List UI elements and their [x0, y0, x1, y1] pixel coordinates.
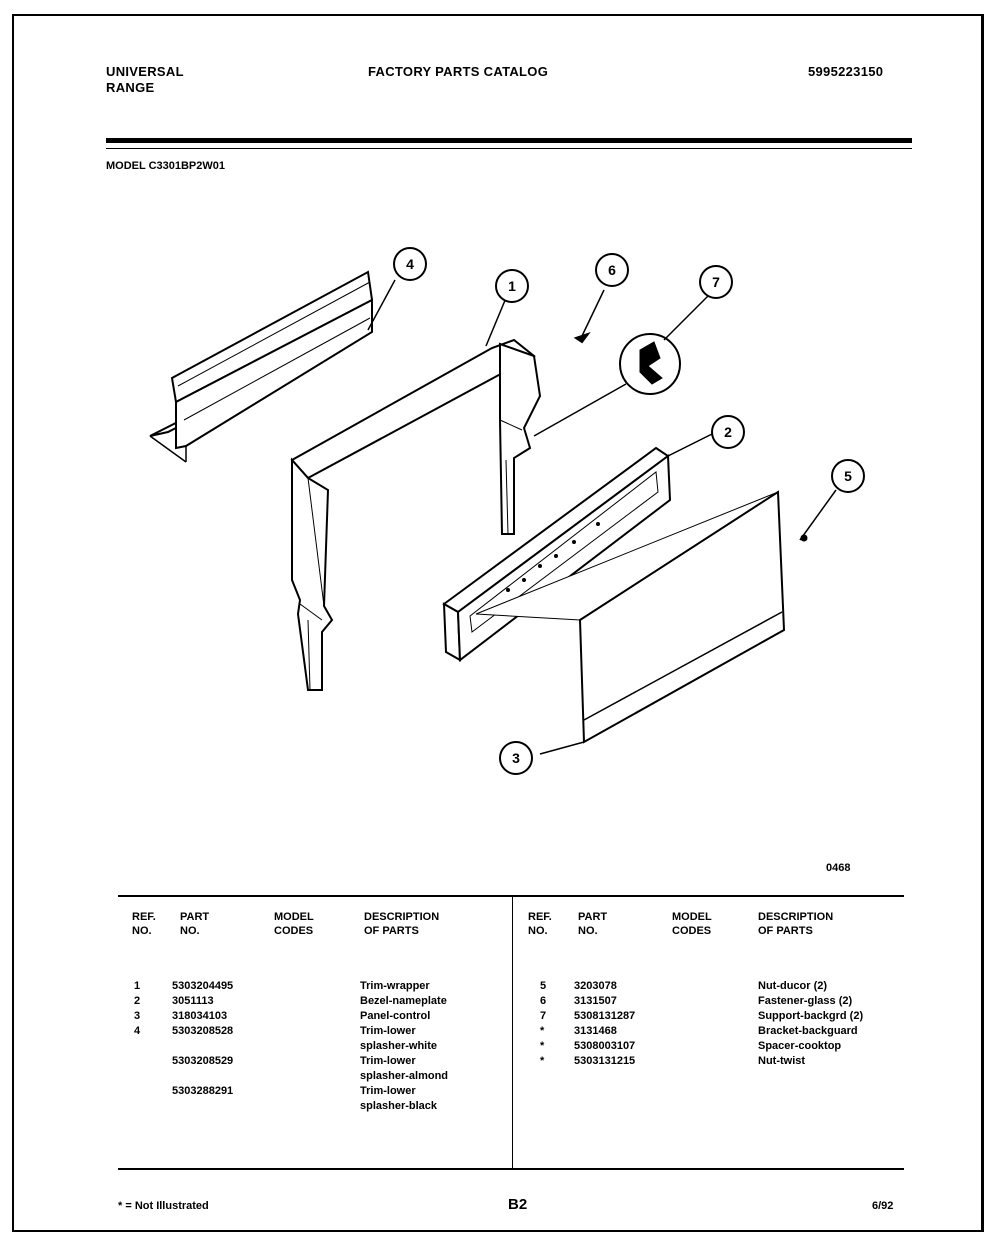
- right-row-desc: Support-backgrd (2): [758, 1010, 864, 1022]
- right-row-ref: *: [540, 1040, 545, 1052]
- callout-7: 7: [712, 274, 720, 290]
- callout-2: 2: [724, 424, 732, 440]
- header-ref-no-left: REF. NO.: [132, 911, 156, 937]
- left-row-ref: 4: [134, 1025, 141, 1037]
- left-row-desc: Trim-lower: [360, 1085, 416, 1097]
- left-row-desc: Bezel-nameplate: [360, 995, 447, 1007]
- left-row-ref: 2: [134, 995, 141, 1007]
- model-label: MODEL C3301BP2W01: [106, 160, 226, 172]
- right-row-desc: Nut-ducor (2): [758, 980, 828, 992]
- right-row-part: 5308003107: [574, 1040, 636, 1052]
- left-row-desc: Panel-control: [360, 1010, 431, 1022]
- callout-1: 1: [508, 278, 516, 294]
- page-number: B2: [508, 1196, 528, 1213]
- left-row-desc: Trim-lower: [360, 1055, 416, 1067]
- brand-line1: UNIVERSAL: [106, 64, 184, 79]
- right-row-part: 5308131287: [574, 1010, 636, 1022]
- header-description-right: DESCRIPTION OF PARTS: [758, 911, 834, 937]
- left-row-ref: 1: [134, 980, 141, 992]
- catalog-title: FACTORY PARTS CATALOG: [368, 64, 549, 79]
- left-row-part: 5303208528: [172, 1025, 234, 1037]
- right-row-ref: 5: [540, 980, 547, 992]
- left-row-part: 5303288291: [172, 1085, 234, 1097]
- left-row-ref: 3: [134, 1010, 141, 1022]
- left-row-desc: splasher-black: [360, 1100, 438, 1112]
- callout-5: 5: [844, 468, 852, 484]
- right-row-ref: *: [540, 1055, 545, 1067]
- header-ref-no-right: REF. NO.: [528, 911, 552, 937]
- right-row-ref: 6: [540, 995, 547, 1007]
- header-part-no-right: PART NO.: [578, 911, 608, 937]
- header-part-no-left: PART NO.: [180, 911, 210, 937]
- header-model-codes-right: MODEL CODES: [672, 911, 712, 937]
- part-6-fastener: [576, 290, 604, 342]
- left-row-desc: splasher-white: [360, 1040, 438, 1052]
- left-row-part: 5303204495: [172, 980, 234, 992]
- left-row-part: 5303208529: [172, 1055, 234, 1067]
- left-row-desc: Trim-lower: [360, 1025, 416, 1037]
- right-row-part: 3203078: [574, 980, 617, 992]
- left-row-part: 3051113: [172, 995, 214, 1007]
- callout-3: 3: [512, 750, 520, 766]
- revision-date: 6/92: [872, 1200, 894, 1212]
- header-description-left: DESCRIPTION OF PARTS: [364, 911, 440, 937]
- part-7-support-backguard: [534, 296, 708, 436]
- right-row-ref: *: [540, 1025, 545, 1037]
- callout-6: 6: [608, 262, 616, 278]
- table-bottom-rule: [118, 1168, 904, 1170]
- right-row-desc: Bracket-backguard: [758, 1025, 858, 1037]
- right-row-part: 3131468: [574, 1025, 617, 1037]
- left-row-desc: splasher-almond: [360, 1070, 449, 1082]
- drawing-code: 0468: [826, 862, 851, 874]
- not-illustrated-note: * = Not Illustrated: [118, 1200, 209, 1212]
- part-5-nut-ducor: [800, 490, 836, 541]
- document-number: 5995223150: [808, 64, 884, 79]
- brand-line2: RANGE: [106, 80, 155, 95]
- table-divider: [512, 895, 513, 1170]
- header-model-codes-left: MODEL CODES: [274, 911, 314, 937]
- right-row-desc: Fastener-glass (2): [758, 995, 853, 1007]
- right-row-desc: Nut-twist: [758, 1055, 806, 1067]
- right-row-part: 5303131215: [574, 1055, 636, 1067]
- right-row-part: 3131507: [574, 995, 617, 1007]
- table-top-rule: [118, 895, 904, 897]
- right-row-desc: Spacer-cooktop: [758, 1040, 842, 1052]
- callout-4: 4: [406, 256, 414, 272]
- left-row-desc: Trim-wrapper: [360, 980, 430, 992]
- right-row-ref: 7: [540, 1010, 547, 1022]
- left-row-part: 318034103: [172, 1010, 228, 1022]
